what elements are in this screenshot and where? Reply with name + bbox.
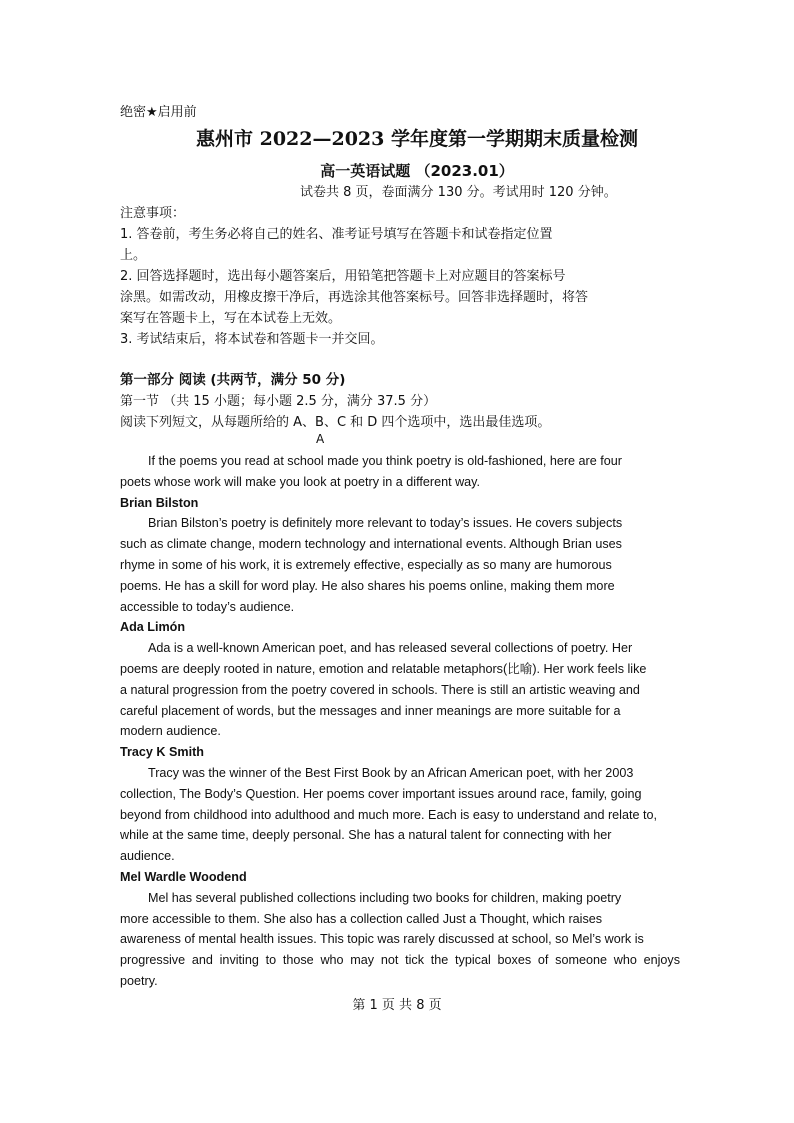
passage-letter: A [316,432,325,446]
passage-line: Brian Bilston’s poetry is definitely more relevant to today’s issues. He covers subjects [148,516,623,531]
passage-line: such as climate change, modern technology and international events. Although Brian uses [120,537,622,552]
section-title: 第一部分 阅读 (共两节，满分 50 分) [120,372,346,388]
passage-line: careful placement of words, but the messages and inner meanings are more suitable for a [120,703,621,718]
passage-line: Ada is a well-known American poet, and has released several collections of poetry. Her [148,641,633,656]
subsection-title: 第一节 （共 15 小题；每小题 2.5 分，满分 37.5 分） [120,394,437,409]
passage-line: If the poems you read at school made you think poetry is old-fashioned, here are four [148,454,622,468]
poet-heading: Tracy K Smith [120,745,204,760]
notes-block [120,203,680,350]
notes-line: 案写在答题卡上，写在本试卷上无效。 [120,311,342,326]
passage-line: poems. He has a skill for word play. He also shares his poems online, making them more [120,578,615,593]
passage-body [120,451,680,992]
poet-heading: Ada Limón [120,620,186,635]
exam-info: 试卷共 8 页，卷面满分 130 分。考试用时 120 分钟。 [300,185,617,200]
section-instruction: 阅读下列短文，从每题所给的 A、B、C 和 D 四个选项中，选出最佳选项。 [120,415,551,430]
notes-line: 3. 考试结束后，将本试卷和答题卡一并交回。 [120,332,384,347]
exam-subtitle: 高一英语试题 （2023.01） [320,162,514,180]
poet-heading: Brian Bilston [120,495,199,510]
passage-line: audience. [120,849,175,864]
passage-line: beyond from childhood into adulthood and much more. Each is easy to understand and relate to, [120,807,657,822]
passage-line: collection, The Body’s Question. Her poems cover important issues around race, family, going [120,786,642,801]
passage-line: more accessible to them. She also has a collection called Just a Thought, which raises [120,911,603,926]
notes-line: 2. 回答选择题时，选出每小题答案后，用铅笔把答题卡上对应题目的答案标号 [120,269,566,284]
passage-line: poetry. [120,973,158,988]
passage-line: awareness of mental health issues. This topic was rarely discussed at school, so Mel’s work is [120,932,644,947]
confidential-mark: 绝密★启用前 [120,105,197,120]
passage-line: while at the same time, deeply personal. She has a natural talent for connecting with her [120,828,612,843]
notes-line: 上。 [120,248,147,263]
passage-line: rhyme in some of his work, it is extremely effective, especially as so many are humorous [120,557,612,572]
passage-line: poems are deeply rooted in nature, emotion and relatable metaphors(比喻). Her work feels like [120,661,647,676]
passage-line: modern audience. [120,724,221,739]
passage-line: progressive and inviting to those who may not tick the typical boxes of someone who enjoys [120,953,680,968]
passage-line: poets whose work will make you look at poetry in a different way. [120,474,481,489]
notes-line: 1. 答卷前，考生务必将自己的姓名、准考证号填写在答题卡和试卷指定位置 [120,227,553,242]
poet-heading: Mel Wardle Woodend [120,869,247,884]
page-footer: 第 1 页 共 8 页 [352,998,442,1013]
passage-line: Tracy was the winner of the Best First Book by an African American poet, with her 2003 [148,765,634,780]
passage-line: a natural progression from the poetry covered in schools. There is still an artistic weaving and [120,682,640,697]
notes-line: 涂黑。如需改动，用橡皮擦干净后，再选涂其他答案标号。回答非选择题时，将答 [120,290,589,305]
exam-title: 惠州市 2022—2023 学年度第一学期期末质量检测 [196,128,638,150]
passage-line: Mel has several published collections including two books for children, making poetry [148,890,622,905]
notes-title: 注意事项： [120,206,186,221]
passage-line: accessible to today’s audience. [120,599,295,614]
